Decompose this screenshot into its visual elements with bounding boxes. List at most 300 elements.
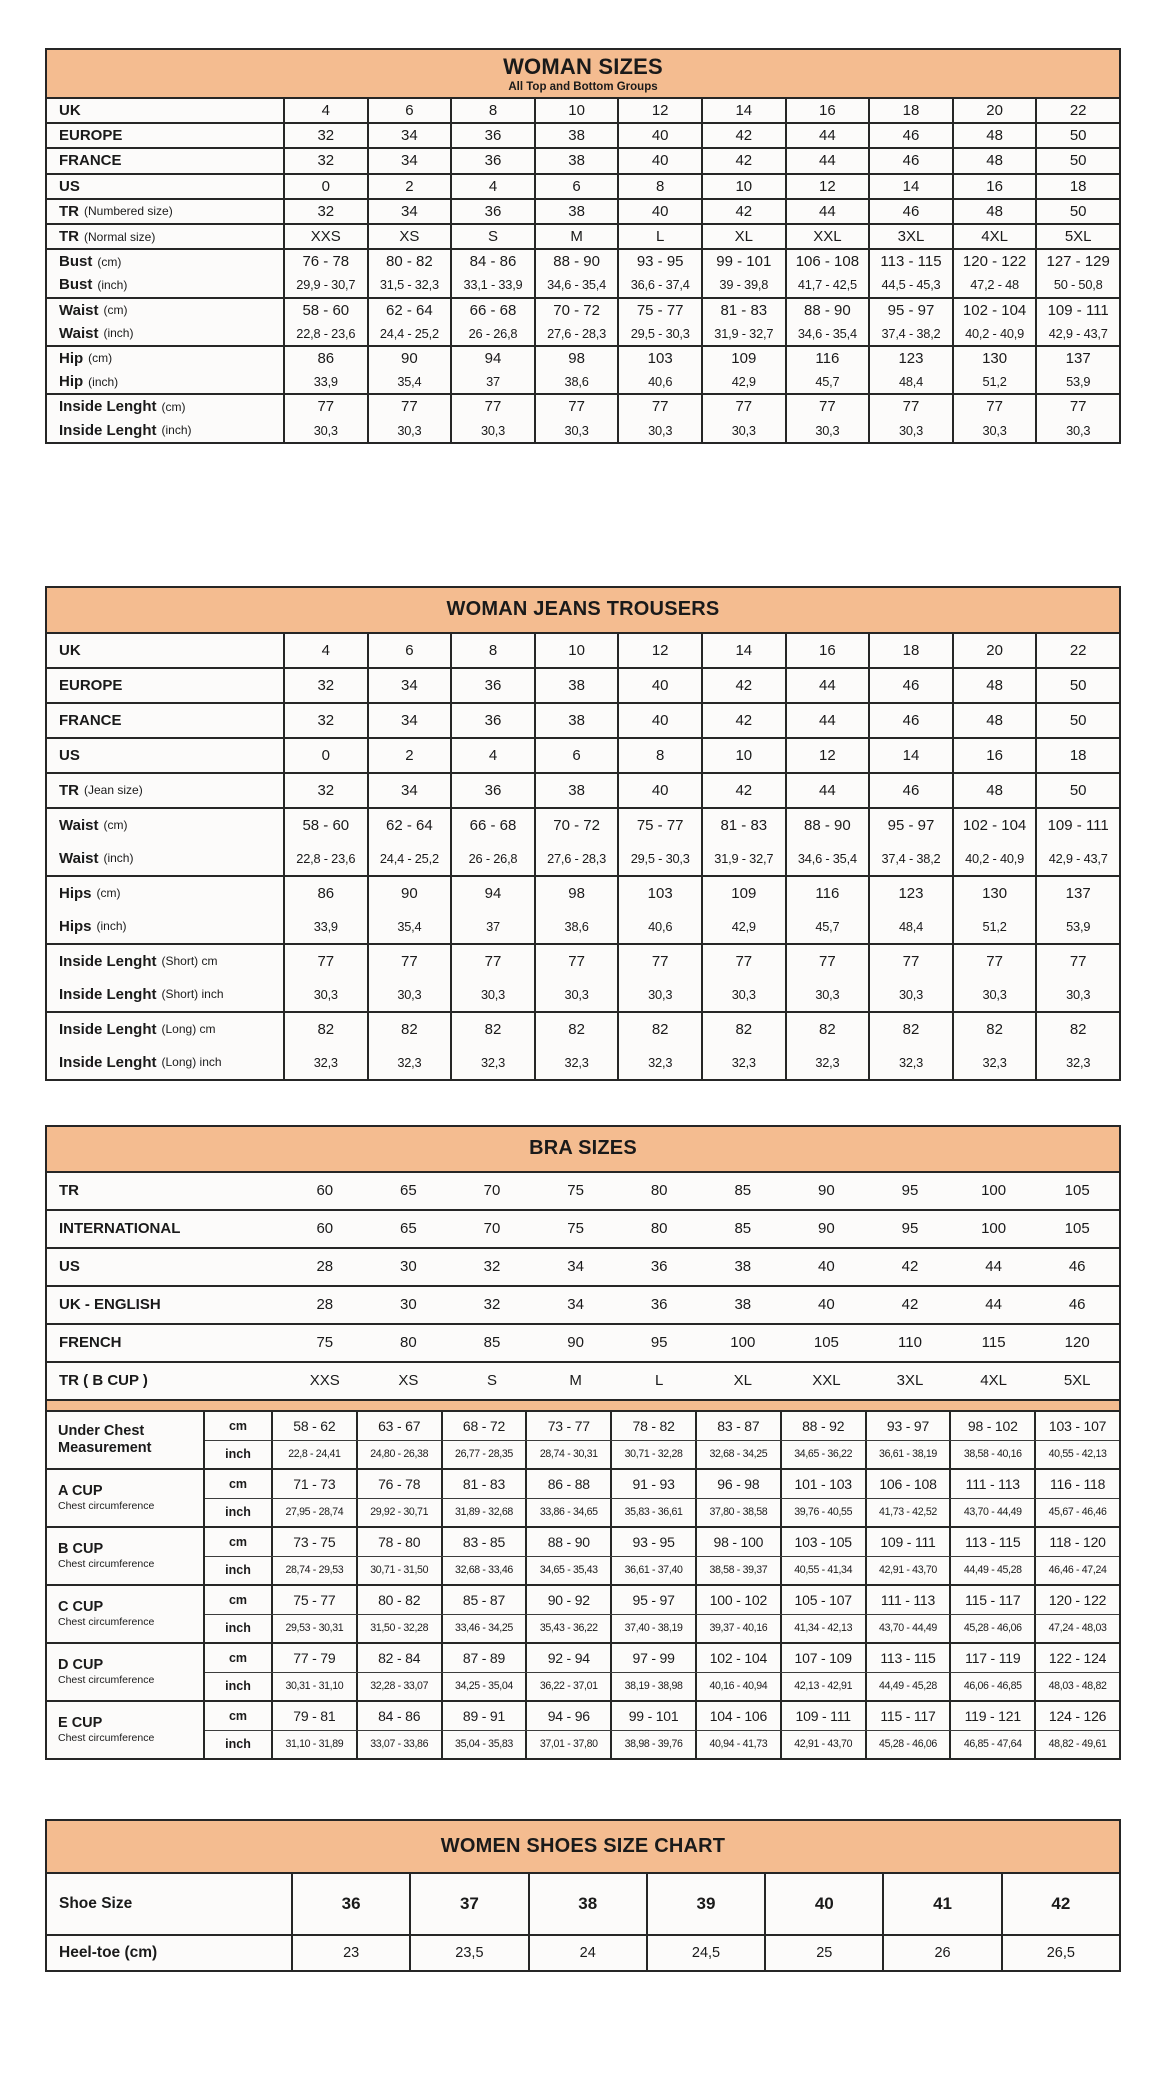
cell-value: 86 — [283, 877, 367, 910]
cell-value: 94 — [450, 877, 534, 910]
jeans-trousers-header — [47, 588, 1119, 634]
cell-value: 116 — [785, 877, 869, 910]
cell-value: 110 — [898, 1334, 922, 1352]
cell-value: 77 — [617, 945, 701, 978]
cell-value: 41,73 - 42,52 — [865, 1499, 950, 1526]
cell-value: 2 — [367, 739, 451, 772]
cell-value: 53,9 — [1035, 910, 1119, 943]
cell-value: 50 — [1035, 704, 1119, 737]
cell-value: 10 — [701, 739, 785, 772]
cell-value: 31,10 - 31,89 — [271, 1731, 356, 1758]
cell-value: 90 — [367, 877, 451, 910]
cell-value: 77 - 79 — [271, 1644, 356, 1672]
cell-value: 3XL — [868, 225, 952, 248]
row-group — [47, 772, 1119, 807]
cell-value: 46 — [868, 704, 952, 737]
cell-value: 33,86 - 34,65 — [525, 1499, 610, 1526]
cell-value: 102 - 104 — [952, 809, 1036, 842]
cell-value: 38,19 - 38,98 — [610, 1673, 695, 1700]
cell-value: 30,3 — [952, 978, 1036, 1011]
cell-value: 22,8 - 23,6 — [283, 322, 367, 345]
table-row — [47, 299, 1119, 322]
cell-value: 40,6 — [617, 370, 701, 393]
cell-value: 46 — [868, 200, 952, 223]
cell-value: 48 — [952, 200, 1036, 223]
cell-value: 80 — [400, 1334, 417, 1352]
cell-value: 80 — [650, 1220, 668, 1238]
row-label: TR (Normal size) — [59, 228, 156, 246]
shoes-size-header — [47, 1821, 1119, 1874]
cell-value: 75 — [567, 1182, 584, 1200]
cell-value: 98 - 102 — [949, 1412, 1034, 1440]
cell-value: 48 — [952, 669, 1036, 702]
cell-value: 77 — [785, 395, 869, 418]
cell-value: 96 - 98 — [695, 1470, 780, 1498]
cell-value: 34,65 - 35,43 — [525, 1557, 610, 1584]
cell-value: 73 - 75 — [271, 1528, 356, 1556]
cell-value: 43,70 - 44,49 — [865, 1615, 950, 1642]
cell-value: 30,3 — [785, 978, 869, 1011]
cell-value: 32,3 — [1035, 1046, 1119, 1079]
cell-value: 31,50 - 32,28 — [356, 1615, 441, 1642]
cell-value: 29,5 - 30,3 — [617, 842, 701, 875]
cell-value: 105 — [1064, 1182, 1090, 1200]
row-group — [47, 667, 1119, 702]
cell-value: 66 - 68 — [450, 809, 534, 842]
cell-value: 33,1 - 33,9 — [450, 273, 534, 296]
table-row — [205, 1702, 1119, 1730]
cell-value: 98 - 100 — [695, 1528, 780, 1556]
cell-value: 32 — [283, 124, 367, 147]
cell-value: 77 — [450, 945, 534, 978]
row-label: Hips (inch) — [59, 917, 127, 935]
row-label: Waist (cm) — [59, 301, 128, 319]
cell-value: 37,40 - 38,19 — [610, 1615, 695, 1642]
row-label: US — [59, 177, 80, 195]
cell-value: 32,3 — [283, 1046, 367, 1079]
cell-value: 42,91 - 43,70 — [780, 1731, 865, 1758]
cell-value: 77 — [952, 395, 1036, 418]
woman-sizes-table — [45, 48, 1121, 444]
row-group — [47, 702, 1119, 737]
cell-value: XXS — [283, 225, 367, 248]
cell-value: 90 — [818, 1182, 835, 1200]
cell-value: 36 — [450, 200, 534, 223]
cell-value: 36,22 - 37,01 — [525, 1673, 610, 1700]
cell-value: 40 — [818, 1258, 835, 1276]
cell-value: 36 — [450, 669, 534, 702]
cell-value: 41 — [882, 1874, 1000, 1934]
cell-value: 24,4 - 25,2 — [367, 842, 451, 875]
cell-value: 65 — [400, 1182, 417, 1200]
unit-label: cm — [228, 1534, 248, 1549]
cell-value: 122 - 124 — [1034, 1644, 1119, 1672]
cup-group — [47, 1468, 1119, 1526]
cell-value: 42,9 — [701, 370, 785, 393]
cell-value: 48,4 — [868, 910, 952, 943]
jeans-trousers-title: WOMAN JEANS TROUSERS — [446, 598, 720, 621]
cell-value: 36,61 - 37,40 — [610, 1557, 695, 1584]
cell-value: 48 — [952, 774, 1036, 807]
cell-value: 99 - 101 — [610, 1702, 695, 1730]
cell-value: 37 — [450, 370, 534, 393]
cell-value: 24 — [528, 1936, 646, 1970]
cell-value: 77 — [283, 395, 367, 418]
cell-value: 38 — [534, 669, 618, 702]
cell-value: 42 — [1001, 1874, 1119, 1934]
cell-value: 119 - 121 — [949, 1702, 1034, 1730]
cell-value: 95 — [650, 1334, 668, 1352]
cell-value: 40,2 - 40,9 — [952, 322, 1036, 345]
cell-value: 42,9 - 43,7 — [1035, 322, 1119, 345]
cell-value: 42,91 - 43,70 — [865, 1557, 950, 1584]
cell-value: 46 — [868, 669, 952, 702]
table-row — [47, 1363, 1119, 1399]
cell-value: 40,6 — [617, 910, 701, 943]
cell-value: 90 — [367, 347, 451, 370]
cell-value: 42 — [701, 704, 785, 737]
unit-label: cm — [228, 1418, 248, 1433]
cell-value: XXL — [812, 1372, 841, 1390]
cell-value: 75 — [567, 1220, 584, 1238]
row-label: Inside Lenght (Short) cm — [59, 952, 218, 970]
cell-value: 26 - 26,8 — [450, 322, 534, 345]
cell-value: 18 — [868, 634, 952, 667]
cell-value: 102 - 104 — [695, 1644, 780, 1672]
cell-value: 50 — [1035, 669, 1119, 702]
cup-label: E CUP Chest circumference — [47, 1702, 205, 1758]
cell-value: 38,58 - 40,16 — [949, 1441, 1034, 1468]
cell-value: 30,3 — [534, 418, 618, 441]
cell-value: 30,3 — [868, 978, 952, 1011]
table-row — [47, 739, 1119, 772]
cell-value: 92 - 94 — [525, 1644, 610, 1672]
cell-value: 16 — [952, 175, 1036, 198]
unit-label: inch — [225, 1563, 251, 1578]
table-row — [205, 1528, 1119, 1556]
cell-value: 58 - 60 — [283, 809, 367, 842]
cell-value: 120 — [1064, 1334, 1090, 1352]
cell-value: 62 - 64 — [367, 809, 451, 842]
cell-value: 28,74 - 29,53 — [271, 1557, 356, 1584]
row-label: TR — [59, 1182, 79, 1200]
cell-value: 50 — [1035, 124, 1119, 147]
cell-value: 32,68 - 34,25 — [695, 1441, 780, 1468]
cell-value: 22 — [1035, 634, 1119, 667]
cell-value: 70 - 72 — [534, 809, 618, 842]
cell-value: 14 — [868, 739, 952, 772]
cell-value: 82 — [534, 1013, 618, 1046]
cell-value: 22 — [1035, 99, 1119, 122]
cell-value: 37,01 - 37,80 — [525, 1731, 610, 1758]
cell-value: 48 — [952, 704, 1036, 737]
row-label: Waist (inch) — [59, 324, 134, 342]
cell-value: 87 - 89 — [441, 1644, 526, 1672]
cell-value: 98 — [534, 877, 618, 910]
cell-value: 4 — [283, 99, 367, 122]
cell-value: 95 — [901, 1182, 919, 1200]
row-group — [47, 1285, 1119, 1323]
table-row — [47, 842, 1119, 875]
cell-value: 38 — [528, 1874, 646, 1934]
row-label: EUROPE — [59, 127, 123, 145]
cell-value: 100 - 102 — [695, 1586, 780, 1614]
cell-value: 38 — [734, 1258, 752, 1276]
cell-value: 34 — [367, 669, 451, 702]
cell-value: 29,9 - 30,7 — [283, 273, 367, 296]
cell-value: 94 - 96 — [525, 1702, 610, 1730]
cell-value: 105 — [813, 1334, 839, 1352]
table-row — [47, 910, 1119, 943]
cell-value: 28 — [316, 1296, 334, 1314]
cell-value: 44,49 - 45,28 — [949, 1557, 1034, 1584]
cell-value: 44,5 - 45,3 — [868, 273, 952, 296]
cup-group — [47, 1412, 1119, 1468]
cell-value: 10 — [534, 634, 618, 667]
row-group — [47, 1934, 1119, 1970]
cell-value: 40 — [617, 669, 701, 702]
cell-value: 30,3 — [1035, 418, 1119, 441]
cell-value: 38,6 — [534, 910, 618, 943]
cell-value: 18 — [868, 99, 952, 122]
row-label: Heel-toe (cm) — [59, 1943, 158, 1961]
cell-value: 103 — [617, 347, 701, 370]
cell-value: 116 — [785, 347, 869, 370]
cell-value: 60 — [316, 1220, 334, 1238]
cell-value: 0 — [283, 739, 367, 772]
cell-value: 109 - 111 — [780, 1702, 865, 1730]
cell-value: 109 — [701, 347, 785, 370]
cell-value: 40 — [617, 200, 701, 223]
cell-value: 86 — [283, 347, 367, 370]
cell-value: 73 - 77 — [525, 1412, 610, 1440]
cell-value: 42 — [901, 1258, 919, 1276]
cell-value: 93 - 97 — [865, 1412, 950, 1440]
cell-value: 32,3 — [367, 1046, 451, 1079]
table-row — [47, 250, 1119, 273]
row-group — [47, 634, 1119, 667]
cell-value: 77 — [701, 945, 785, 978]
cell-value: 77 — [617, 395, 701, 418]
cell-value: 34,6 - 35,4 — [785, 322, 869, 345]
cell-value: 90 — [818, 1220, 835, 1238]
row-group — [47, 1173, 1119, 1209]
cell-value: 48,4 — [868, 370, 952, 393]
cell-value: 46,46 - 47,24 — [1034, 1557, 1119, 1584]
cell-value: 88 - 90 — [785, 299, 869, 322]
row-label: UK - ENGLISH — [59, 1296, 161, 1314]
cell-value: 77 — [534, 395, 618, 418]
cell-value: 40 — [764, 1874, 882, 1934]
row-group — [47, 173, 1119, 198]
cell-value: 102 - 104 — [952, 299, 1036, 322]
cell-value: 35,83 - 36,61 — [610, 1499, 695, 1526]
cell-value: 26,77 - 28,35 — [441, 1441, 526, 1468]
table-row — [205, 1672, 1119, 1700]
cell-value: 98 — [534, 347, 618, 370]
cell-value: 32 — [483, 1296, 501, 1314]
row-group — [47, 99, 1119, 122]
cell-value: 105 — [1064, 1220, 1090, 1238]
cell-value: 3XL — [896, 1372, 924, 1390]
cell-value: 44 — [785, 124, 869, 147]
cell-value: 81 - 83 — [701, 809, 785, 842]
cup-sublabel: Chest circumference — [58, 1558, 155, 1571]
row-group — [47, 1361, 1119, 1399]
row-label: Inside Lenght (Long) cm — [59, 1020, 216, 1038]
cell-value: 27,6 - 28,3 — [534, 322, 618, 345]
cell-value: 6 — [367, 99, 451, 122]
cell-value: 65 — [400, 1220, 417, 1238]
row-label: TR (Numbered size) — [59, 202, 173, 220]
cell-value: 23,5 — [409, 1936, 527, 1970]
cell-value: 127 - 129 — [1035, 250, 1119, 273]
cell-value: 39 - 39,8 — [701, 273, 785, 296]
table-row — [47, 273, 1119, 296]
table-row — [47, 1173, 1119, 1209]
table-row — [47, 225, 1119, 248]
cup-sublabel: Chest circumference — [58, 1500, 155, 1513]
cell-value: 33,9 — [283, 910, 367, 943]
cell-value: 30,3 — [450, 418, 534, 441]
cell-value: 124 - 126 — [1034, 1702, 1119, 1730]
cell-value: 30,3 — [283, 418, 367, 441]
shoes-size-title: WOMEN SHOES SIZE CHART — [440, 1834, 726, 1857]
cell-value: 12 — [617, 634, 701, 667]
cell-value: 95 - 97 — [610, 1586, 695, 1614]
cell-value: 46 — [868, 124, 952, 147]
cell-value: 50 — [1035, 774, 1119, 807]
cell-value: 85 - 87 — [441, 1586, 526, 1614]
cell-value: 53,9 — [1035, 370, 1119, 393]
cell-value: 81 - 83 — [441, 1470, 526, 1498]
cell-value: 77 — [367, 395, 451, 418]
cell-value: 32,68 - 33,46 — [441, 1557, 526, 1584]
row-label: US — [59, 746, 80, 764]
cell-value: 8 — [617, 175, 701, 198]
cell-value: 71 - 73 — [271, 1470, 356, 1498]
cell-value: 100 — [981, 1220, 1007, 1238]
unit-label: inch — [225, 1505, 251, 1520]
row-label: INTERNATIONAL — [59, 1220, 181, 1238]
cell-value: 109 — [701, 877, 785, 910]
row-group — [47, 1247, 1119, 1285]
cell-value: 103 - 105 — [780, 1528, 865, 1556]
row-group — [47, 223, 1119, 248]
cup-label: C CUP Chest circumference — [47, 1586, 205, 1642]
cell-value: 46 — [1068, 1296, 1086, 1314]
cell-value: XL — [733, 1372, 752, 1390]
cell-value: 34 — [367, 149, 451, 172]
cell-value: 50 - 50,8 — [1035, 273, 1119, 296]
row-label: Bust (inch) — [59, 276, 128, 294]
cup-label: B CUP Chest circumference — [47, 1528, 205, 1584]
row-label: Waist (inch) — [59, 849, 134, 867]
unit-label: inch — [225, 1447, 251, 1462]
cell-value: 113 - 115 — [949, 1528, 1034, 1556]
cell-value: 25 — [764, 1936, 882, 1970]
row-group — [47, 1209, 1119, 1247]
cell-value: 31,89 - 32,68 — [441, 1499, 526, 1526]
table-row — [47, 370, 1119, 393]
cell-value: 35,4 — [367, 910, 451, 943]
row-label: Inside Lenght (cm) — [59, 398, 186, 416]
cup-label: Under Chest Measurement — [47, 1412, 205, 1468]
cell-value: 33,07 - 33,86 — [356, 1731, 441, 1758]
cell-value: 58 - 62 — [271, 1412, 356, 1440]
cell-value: 76 - 78 — [283, 250, 367, 273]
cell-value: 34 — [367, 200, 451, 223]
cell-value: 41,34 - 42,13 — [780, 1615, 865, 1642]
cell-value: 44 — [985, 1258, 1002, 1276]
row-group — [47, 248, 1119, 296]
cell-value: 79 - 81 — [271, 1702, 356, 1730]
cell-value: 50 — [1035, 200, 1119, 223]
cell-value: 44 — [785, 704, 869, 737]
cell-value: 39,76 - 40,55 — [780, 1499, 865, 1526]
row-label: Shoe Size — [59, 1894, 133, 1912]
row-group — [47, 737, 1119, 772]
cell-value: 32,3 — [450, 1046, 534, 1079]
cell-value: 45,67 - 46,46 — [1034, 1499, 1119, 1526]
bra-cup-grid — [47, 1412, 1119, 1758]
cell-value: 4 — [450, 739, 534, 772]
table-row — [47, 149, 1119, 172]
cell-value: 14 — [868, 175, 952, 198]
cell-value: 38 — [534, 774, 618, 807]
cell-value: 47,24 - 48,03 — [1034, 1615, 1119, 1642]
table-row — [205, 1586, 1119, 1614]
table-row — [47, 634, 1119, 667]
cell-value: 42 — [901, 1296, 919, 1314]
cell-value: 109 - 111 — [1035, 299, 1119, 322]
cell-value: 66 - 68 — [450, 299, 534, 322]
cell-value: 107 - 109 — [780, 1644, 865, 1672]
unit-label: cm — [228, 1476, 248, 1491]
cell-value: 32 — [283, 669, 367, 702]
cell-value: 89 - 91 — [441, 1702, 526, 1730]
cell-value: 42,9 - 43,7 — [1035, 842, 1119, 875]
cell-value: 77 — [1035, 395, 1119, 418]
table-row — [47, 704, 1119, 737]
cell-value: 111 - 113 — [949, 1470, 1034, 1498]
jeans-trousers-rows — [47, 634, 1119, 1079]
cell-value: 77 — [701, 395, 785, 418]
row-label: TR (Jean size) — [59, 781, 143, 799]
table-row — [205, 1644, 1119, 1672]
cell-value: 100 — [981, 1182, 1007, 1200]
cell-value: 34 — [367, 704, 451, 737]
cup-sublabel: Chest circumference — [58, 1616, 155, 1629]
cell-value: 16 — [785, 634, 869, 667]
cell-value: 58 - 60 — [283, 299, 367, 322]
cell-value: 68 - 72 — [441, 1412, 526, 1440]
cell-value: 78 - 82 — [610, 1412, 695, 1440]
cell-value: XS — [398, 1372, 419, 1390]
cell-value: 10 — [534, 99, 618, 122]
cell-value: 77 — [367, 945, 451, 978]
cell-value: 30,3 — [367, 418, 451, 441]
cell-value: 36,6 - 37,4 — [617, 273, 701, 296]
cell-value: 42 — [701, 149, 785, 172]
cell-value: 77 — [283, 945, 367, 978]
cell-value: 18 — [1035, 175, 1119, 198]
cell-value: 120 - 122 — [1034, 1586, 1119, 1614]
cell-value: 95 — [901, 1220, 919, 1238]
cup-label: D CUP Chest circumference — [47, 1644, 205, 1700]
row-label: US — [59, 1258, 80, 1276]
cell-value: 82 — [283, 1013, 367, 1046]
